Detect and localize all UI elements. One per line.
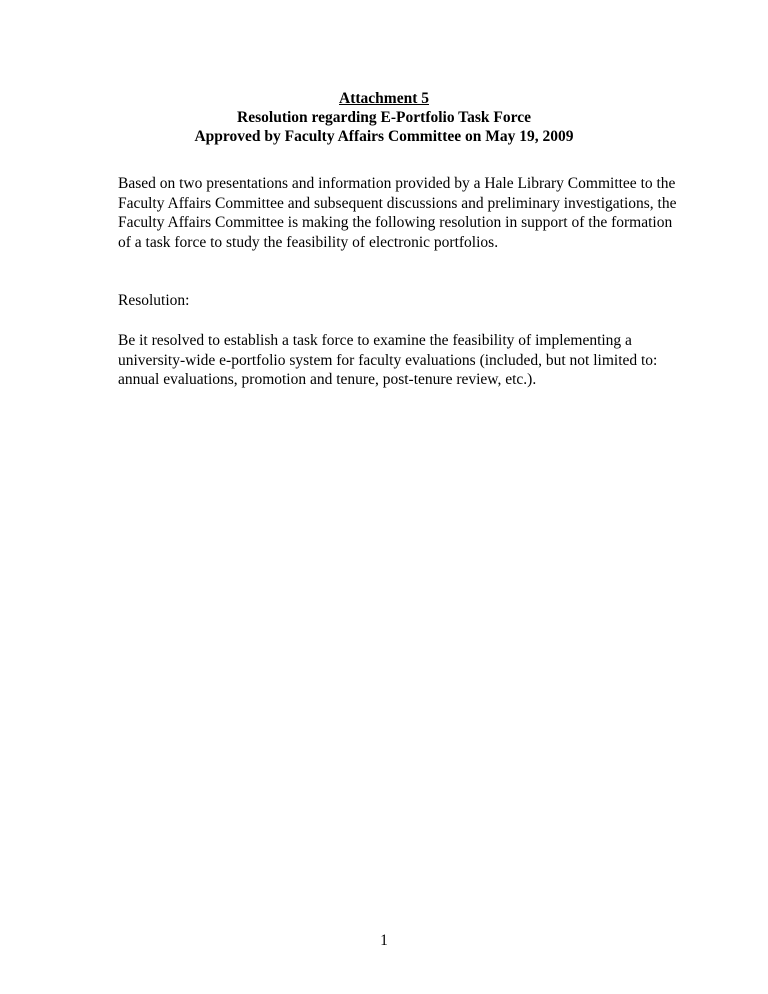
attachment-label: Attachment 5 bbox=[339, 90, 429, 107]
page-number: 1 bbox=[380, 932, 388, 949]
approval-line: Approved by Faculty Affairs Committee on May 19, 2009 bbox=[194, 128, 574, 145]
document-header bbox=[0, 89, 768, 146]
resolution-heading: Resolution: bbox=[118, 292, 190, 309]
resolution-text: Be it resolved to establish a task force to examine the feasibility of implementing a university-wide e-portfolio system for faculty evaluations (included, but not limited to: annual evaluations, promotion and tenure, post-tenure review, etc.). bbox=[118, 332, 658, 388]
document-title: Resolution regarding E-Portfolio Task Force bbox=[237, 109, 531, 126]
intro-paragraph: Based on two presentations and information provided by a Hale Library Committee to the Faculty Affairs Committee and subsequent discussions and preliminary investigations, the Faculty Affairs Committee is making the following resolution in support of the formation of a task force to study the feasibility of electronic portfolios. bbox=[118, 175, 677, 251]
